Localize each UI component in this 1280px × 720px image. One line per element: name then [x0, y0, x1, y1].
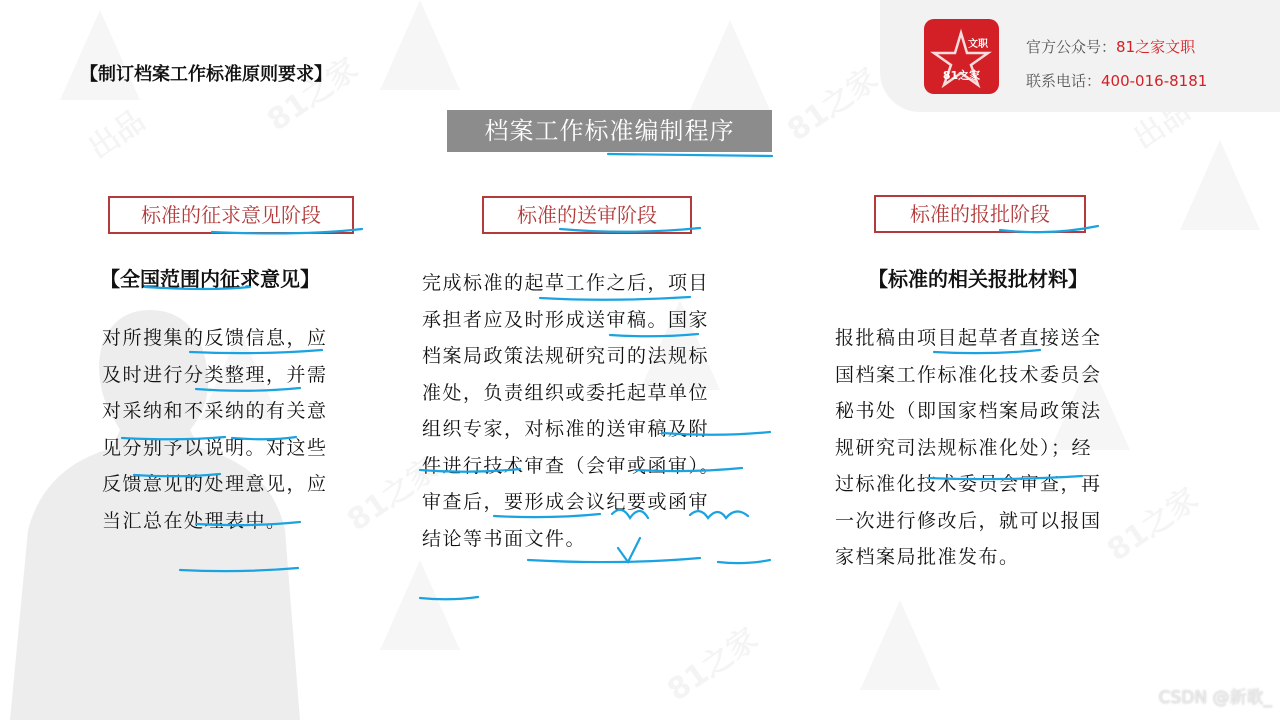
watermark-shape: [860, 600, 940, 690]
text-line: 及时进行分类整理，并需: [102, 363, 328, 386]
text-line: 承担者应及时形成送审稿。国家: [422, 308, 710, 331]
watermark-shape: [380, 560, 460, 650]
phone-value: 400-016-8181: [1101, 72, 1208, 90]
stage-box-comment: 标准的征求意见阶段: [108, 196, 354, 234]
text-line: 过标准化技术委员会审查，再: [835, 473, 1102, 495]
text-line: 准处，负责组织或委托起草单位: [422, 381, 710, 404]
text-line: 审查后，要形成会议纪要或函审: [422, 491, 710, 513]
text-line: 件进行技术审查（会审或函审）。: [422, 454, 721, 477]
watermark-text: [777, 55, 886, 149]
logo-bottom-text: 81之家: [942, 69, 981, 82]
account-value: 81之家文职: [1116, 38, 1196, 56]
text-line: 当汇总在处理表中。: [102, 509, 287, 532]
watermark-text: [1097, 475, 1206, 569]
text-line: 组织专家，对标准的送审稿及附: [422, 418, 710, 440]
text-line: 家档案局批准发布。: [835, 546, 1020, 568]
watermark-shape: [60, 10, 140, 100]
brand-logo: [924, 19, 999, 94]
annotation-underline: [608, 154, 772, 156]
footer-credit: CSDN @新歌_: [1158, 688, 1272, 708]
text-line: 完成标准的起草工作之后，项目: [422, 272, 710, 294]
column-text-review: [422, 265, 720, 557]
watermark-shape: [380, 0, 460, 90]
page-title: 档案工作标准编制程序: [447, 110, 772, 152]
watermark-text: [78, 97, 152, 167]
watermark-shape: [1180, 140, 1260, 230]
watermark-text: [657, 615, 766, 709]
text-line: 对采纳和不采纳的有关意: [102, 400, 328, 422]
account-line: [1026, 30, 1207, 64]
column-text-comment: [102, 320, 328, 539]
text-line: 对所搜集的反馈信息，应: [102, 327, 328, 349]
column-text-approval: [835, 320, 1102, 576]
text-line: 一次进行修改后，就可以报国: [835, 509, 1102, 532]
text-line: 国档案工作标准化技术委员会: [835, 363, 1102, 386]
stage-box-approval: 标准的报批阶段: [874, 195, 1086, 233]
logo-top-text: 文职: [968, 39, 988, 50]
watermark-text: [257, 45, 366, 139]
text-line: 规研究司法规标准化处）；经: [835, 436, 1093, 459]
annotation-underline: [718, 560, 770, 563]
column-heading-approval: 【标准的相关报批材料】: [868, 267, 1088, 291]
phone-label: 联系电话：: [1026, 72, 1102, 90]
watermark-shape: [690, 20, 770, 110]
phone-line: [1026, 64, 1207, 98]
text-line: 见分别予以说明。对这些: [102, 436, 328, 459]
account-label: 官方公众号：: [1026, 38, 1117, 56]
text-line: 秘书处（即国家档案局政策法: [835, 400, 1102, 422]
text-line: 结论等书面文件。: [422, 527, 587, 550]
stage-box-review: 标准的送审阶段: [482, 196, 692, 234]
text-line: 档案局政策法规研究司的法规标: [422, 345, 710, 367]
column-heading-comment: 【全国范围内征求意见】: [100, 267, 320, 291]
text-line: 报批稿由项目起草者直接送全: [835, 327, 1102, 349]
text-line: 反馈意见的处理意见，应: [102, 473, 328, 495]
brand-contact: [1026, 30, 1207, 98]
section-label: 【制订档案工作标准原则要求】: [80, 64, 332, 85]
annotation-underline: [528, 558, 700, 562]
